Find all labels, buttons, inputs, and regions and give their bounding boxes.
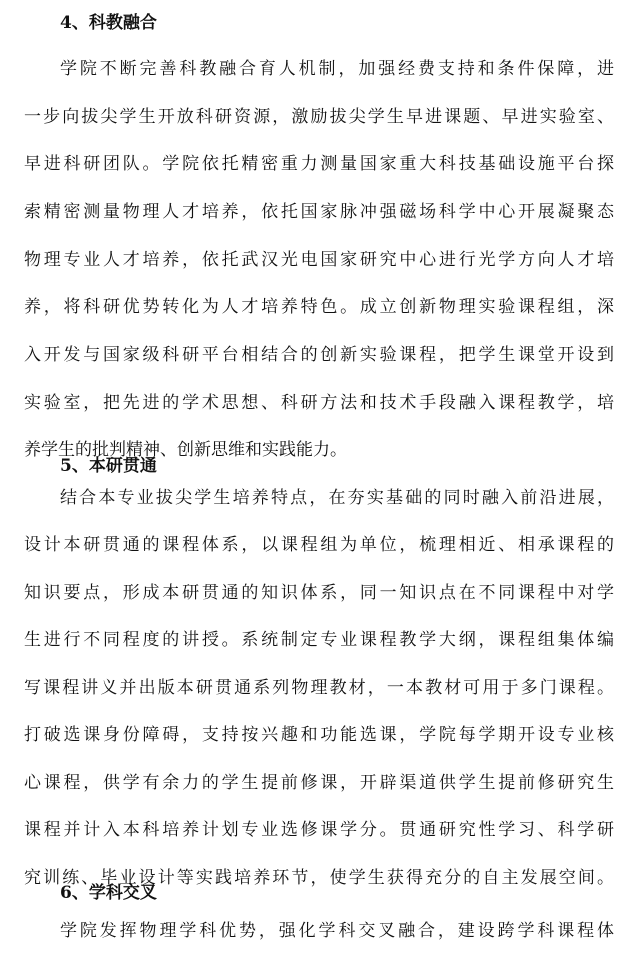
paragraph-line: 养学生的批判精神、创新思维和实践能力。	[24, 440, 347, 460]
paragraph-line: 实验室，把先进的学术思想、科研方法和技术手段融入课程教学，培	[24, 393, 614, 413]
paragraph-line: 知识要点，形成本研贯通的知识体系，同一知识点在不同课程中对学	[24, 583, 614, 603]
paragraph-line: 课程并计入本科培养计划专业选修课学分。贯通研究性学习、科学研	[24, 820, 614, 840]
paragraph-line: 结合本专业拔尖学生培养特点，在夯实基础的同时融入前沿进展，	[60, 488, 614, 508]
paragraph-line: 设计本研贯通的课程体系，以课程组为单位，梳理相近、相承课程的	[24, 535, 614, 555]
paragraph-line: 早进科研团队。学院依托精密重力测量国家重大科技基础设施平台探	[24, 154, 614, 174]
paragraph-line: 学院不断完善科教融合育人机制，加强经费支持和条件保障，进	[60, 59, 614, 79]
section-heading-6: 6、学科交叉	[60, 883, 157, 903]
section-heading-4: 4、科教融合	[60, 13, 157, 33]
paragraph-line: 入开发与国家级科研平台相结合的创新实验课程，把学生课堂开设到	[24, 345, 614, 365]
paragraph-line: 打破选课身份障碍，支持按兴趣和功能选课，学院每学期开设专业核	[24, 725, 614, 745]
paragraph-line: 心课程，供学有余力的学生提前修课，开辟渠道供学生提前修研究生	[24, 773, 614, 793]
paragraph-line: 写课程讲义并出版本研贯通系列物理教材，一本教材可用于多门课程。	[24, 678, 614, 698]
section-heading-5: 5、本研贯通	[60, 456, 157, 476]
paragraph-line: 生进行不同程度的讲授。系统制定专业课程教学大纲，课程组集体编	[24, 630, 614, 650]
paragraph-line: 养，将科研优势转化为人才培养特色。成立创新物理实验课程组，深	[24, 297, 614, 317]
paragraph-line: 究训练、毕业设计等实践培养环节，使学生获得充分的自主发展空间。	[24, 868, 614, 888]
paragraph-line: 索精密测量物理人才培养，依托国家脉冲强磁场科学中心开展凝聚态	[24, 202, 614, 222]
paragraph-line: 物理专业人才培养，依托武汉光电国家研究中心进行光学方向人才培	[24, 250, 614, 270]
paragraph-line: 一步向拔尖学生开放科研资源，激励拔尖学生早进课题、早进实验室、	[24, 107, 614, 127]
paragraph-line: 学院发挥物理学科优势，强化学科交叉融合，建设跨学科课程体	[60, 921, 614, 941]
